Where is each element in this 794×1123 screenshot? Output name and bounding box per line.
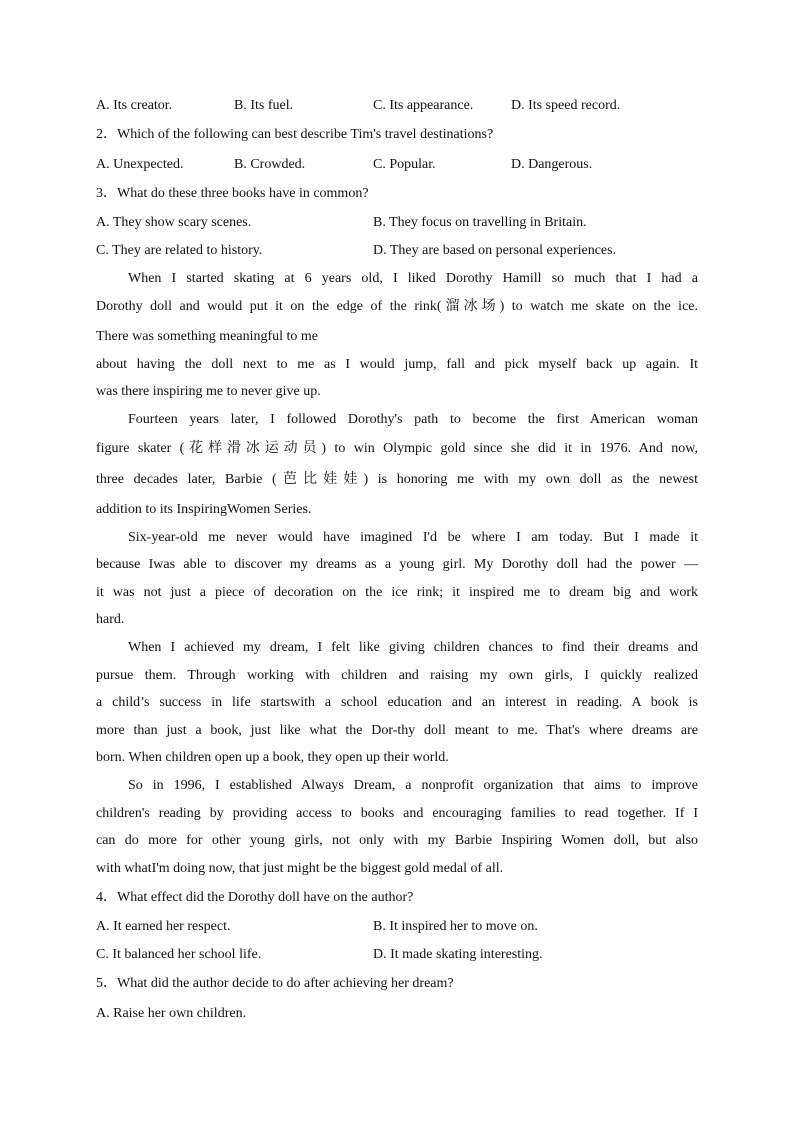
q2-option-b[interactable]: B. Crowded.: [234, 157, 306, 172]
q4-option-d[interactable]: D. It made skating interesting.: [373, 947, 543, 962]
passage-line: figure skater (花样滑冰运动员) to win Olympic gold since she did it in 1976. And now,: [96, 441, 698, 456]
q2-option-c[interactable]: C. Popular.: [373, 157, 436, 172]
q2-option-d[interactable]: D. Dangerous.: [511, 157, 593, 172]
q1-option-c[interactable]: C. Its appearance.: [373, 98, 474, 113]
passage-line: pursue them. Through working with children and raising my own girls, I quickly realized: [96, 668, 698, 683]
q4-option-c[interactable]: C. It balanced her school life.: [96, 947, 262, 962]
passage-line: was there inspiring me to never give up.: [96, 384, 321, 399]
passage-line: with whatI'm doing now, that just might be the biggest gold medal of all.: [96, 861, 504, 876]
q3-option-b[interactable]: B. They focus on travelling in Britain.: [373, 215, 587, 230]
passage-line: children's reading by providing access to books and encouraging families to read together. If I: [96, 806, 698, 821]
passage-line: can do more for other young girls, not only with my Barbie Inspiring Women doll, but also: [96, 833, 698, 848]
passage-line: addition to its InspiringWomen Series.: [96, 502, 312, 517]
q3-option-a[interactable]: A. They show scary scenes.: [96, 215, 252, 230]
q2-option-a[interactable]: A. Unexpected.: [96, 157, 184, 172]
q1-option-a[interactable]: A. Its creator.: [96, 98, 173, 113]
passage-line: it was not just a piece of decoration on the ice rink; it inspired me to dream big and work: [96, 585, 698, 600]
passage-line: because Iwas able to discover my dreams as a young girl. My Dorothy doll had the power —: [96, 557, 698, 572]
q3-option-d[interactable]: D. They are based on personal experiences.: [373, 243, 617, 258]
passage-line: When I started skating at 6 years old, I liked Dorothy Hamill so much that I had a: [128, 271, 698, 286]
q3-stem: 3．What do these three books have in common?: [96, 186, 369, 201]
passage-line: three decades later, Barbie (芭比娃娃) is honoring me with my own doll as the newest: [96, 472, 698, 487]
passage-line: Dorothy doll and would put it on the edge of the rink(溜冰场) to watch me skate on the ice.: [96, 299, 698, 314]
q3-option-c[interactable]: C. They are related to history.: [96, 243, 263, 258]
passage-line: Fourteen years later, I followed Dorothy's path to become the first American woman: [128, 412, 698, 427]
q1-option-b[interactable]: B. Its fuel.: [234, 98, 294, 113]
passage-line: When I achieved my dream, I felt like giving children chances to find their dreams and: [128, 640, 698, 655]
q5-option-a[interactable]: A. Raise her own children.: [96, 1006, 247, 1021]
q4-option-b[interactable]: B. It inspired her to move on.: [373, 919, 538, 934]
passage-line: Six-year-old me never would have imagined I'd be where I am today. But I made it: [128, 530, 698, 545]
passage-line: hard.: [96, 612, 125, 627]
q1-option-d[interactable]: D. Its speed record.: [511, 98, 621, 113]
passage-line: more than just a book, just like what the Dor-thy doll meant to me. That's where dreams are: [96, 723, 698, 738]
q4-option-a[interactable]: A. It earned her respect.: [96, 919, 231, 934]
passage-line: So in 1996, I established Always Dream, a nonprofit organization that aims to improve: [128, 778, 698, 793]
q5-stem: 5．What did the author decide to do after achieving her dream?: [96, 976, 454, 991]
passage-line: a child’s success in life startswith a school education and an interest in reading. A book is: [96, 695, 698, 710]
passage-line: born. When children open up a book, they open up their world.: [96, 750, 449, 765]
passage-line: There was something meaningful to me: [96, 329, 318, 344]
q2-stem: 2．Which of the following can best describe Tim's travel destinations?: [96, 127, 494, 142]
passage-line: about having the doll next to me as I would jump, fall and pick myself back up again. It: [96, 357, 698, 372]
q4-stem: 4．What effect did the Dorothy doll have on the author?: [96, 890, 414, 905]
